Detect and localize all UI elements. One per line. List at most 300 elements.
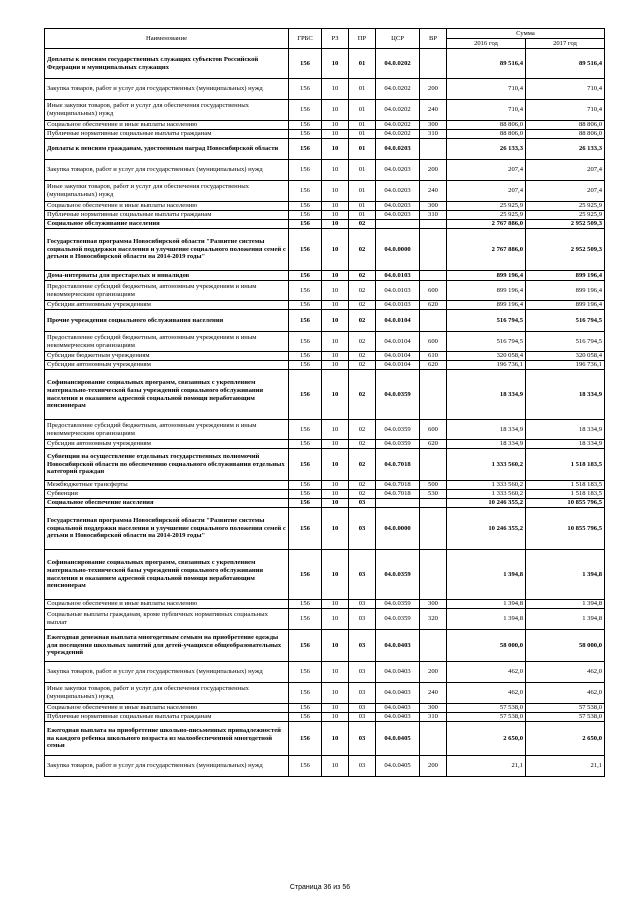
cell-rz: 10 xyxy=(322,202,349,211)
cell-grbs: 156 xyxy=(289,332,322,352)
cell-s2016: 196 736,1 xyxy=(447,361,526,370)
cell-s2017: 462,0 xyxy=(526,683,605,704)
cell-s2017: 10 855 796,5 xyxy=(526,499,605,508)
cell-pr: 02 xyxy=(349,281,376,301)
cell-name: Социальное обеспечение и иные выплаты населению xyxy=(45,600,289,609)
cell-grbs: 156 xyxy=(289,550,322,600)
cell-name: Софинансирование социальных программ, связанных с укреплением материально-технической базы учреждений социального обслуживания населения и оказанием адресной социальной помощи неработающим пенсионерам xyxy=(45,550,289,600)
cell-rz: 10 xyxy=(322,301,349,310)
table-row xyxy=(45,100,605,121)
cell-vr: 200 xyxy=(420,79,447,100)
cell-csr: 04.0.0202 xyxy=(376,49,420,79)
cell-vr xyxy=(420,370,447,420)
cell-s2016: 516 794,5 xyxy=(447,310,526,332)
cell-name: Закупка товаров, работ и услуг для государственных (муниципальных) нужд xyxy=(45,160,289,181)
cell-vr xyxy=(420,271,447,281)
cell-csr: 04.0.0104 xyxy=(376,361,420,370)
cell-name: Социальное обеспечение и иные выплаты населению xyxy=(45,202,289,211)
table-row xyxy=(45,420,605,440)
cell-rz: 10 xyxy=(322,490,349,499)
cell-s2017: 2 952 509,3 xyxy=(526,220,605,229)
cell-rz: 10 xyxy=(322,79,349,100)
cell-name: Закупка товаров, работ и услуг для государственных (муниципальных) нужд xyxy=(45,662,289,683)
budget-table xyxy=(44,28,605,777)
cell-s2017: 1 394,8 xyxy=(526,609,605,630)
cell-grbs: 156 xyxy=(289,181,322,202)
cell-s2016: 18 334,9 xyxy=(447,420,526,440)
cell-grbs: 156 xyxy=(289,630,322,662)
header-rz: РЗ xyxy=(322,29,349,49)
table-row xyxy=(45,683,605,704)
cell-pr: 02 xyxy=(349,370,376,420)
cell-vr xyxy=(420,310,447,332)
table-row xyxy=(45,202,605,211)
cell-vr xyxy=(420,229,447,271)
cell-s2016: 462,0 xyxy=(447,683,526,704)
cell-pr: 01 xyxy=(349,121,376,130)
cell-name: Субвенции на осуществление отдельных государственных полномочий Новосибирской области по обеспечению социального обслуживания отдельных категорий граждан xyxy=(45,449,289,481)
cell-rz: 10 xyxy=(322,704,349,713)
cell-pr: 02 xyxy=(349,271,376,281)
cell-s2017: 2 650,0 xyxy=(526,722,605,756)
cell-grbs: 156 xyxy=(289,229,322,271)
cell-name: Социальное обслуживание населения xyxy=(45,220,289,229)
cell-s2017: 57 538,0 xyxy=(526,713,605,722)
cell-name: Иные закупки товаров, работ и услуг для обеспечения государственных (муниципальных) нужд xyxy=(45,683,289,704)
cell-s2017: 1 394,8 xyxy=(526,600,605,609)
table-row xyxy=(45,220,605,229)
cell-name: Закупка товаров, работ и услуг для государственных (муниципальных) нужд xyxy=(45,756,289,777)
cell-grbs: 156 xyxy=(289,499,322,508)
cell-grbs: 156 xyxy=(289,722,322,756)
cell-pr: 03 xyxy=(349,756,376,777)
cell-s2017: 10 855 796,5 xyxy=(526,508,605,550)
cell-name: Межбюджетные трансферты xyxy=(45,481,289,490)
cell-grbs: 156 xyxy=(289,139,322,160)
cell-vr: 240 xyxy=(420,181,447,202)
cell-vr: 310 xyxy=(420,130,447,139)
cell-name: Иные закупки товаров, работ и услуг для обеспечения государственных (муниципальных) нужд xyxy=(45,100,289,121)
cell-s2016: 88 806,0 xyxy=(447,121,526,130)
cell-s2017: 462,0 xyxy=(526,662,605,683)
cell-grbs: 156 xyxy=(289,202,322,211)
cell-rz: 10 xyxy=(322,100,349,121)
cell-csr: 04.0.0203 xyxy=(376,202,420,211)
cell-pr: 02 xyxy=(349,420,376,440)
cell-rz: 10 xyxy=(322,499,349,508)
cell-csr: 04.0.0203 xyxy=(376,181,420,202)
cell-s2016: 1 394,8 xyxy=(447,609,526,630)
cell-name: Доплаты к пенсиям государственных служащих субъектов Российской Федерации и муниципальных служащих xyxy=(45,49,289,79)
cell-csr: 04.0.0403 xyxy=(376,683,420,704)
cell-vr: 310 xyxy=(420,713,447,722)
cell-grbs: 156 xyxy=(289,440,322,449)
cell-s2017: 88 806,0 xyxy=(526,130,605,139)
cell-s2016: 1 394,8 xyxy=(447,550,526,600)
cell-vr xyxy=(420,722,447,756)
cell-s2017: 207,4 xyxy=(526,181,605,202)
cell-grbs: 156 xyxy=(289,370,322,420)
cell-rz: 10 xyxy=(322,271,349,281)
cell-grbs: 156 xyxy=(289,220,322,229)
cell-s2016: 18 334,9 xyxy=(447,440,526,449)
cell-rz: 10 xyxy=(322,440,349,449)
cell-name: Предоставление субсидий бюджетным, автономным учреждениям и иным некоммерческим организациям xyxy=(45,281,289,301)
cell-s2017: 18 334,9 xyxy=(526,370,605,420)
cell-rz: 10 xyxy=(322,756,349,777)
table-row xyxy=(45,722,605,756)
cell-rz: 10 xyxy=(322,310,349,332)
cell-name: Государственная программа Новосибирской области "Развитие системы социальной поддержки населения и улучшение социального положения семей с детьми в Новосибирской области на 2014-2019 годы" xyxy=(45,508,289,550)
cell-rz: 10 xyxy=(322,449,349,481)
cell-grbs: 156 xyxy=(289,713,322,722)
cell-pr: 01 xyxy=(349,181,376,202)
cell-name: Прочие учреждения социального обслуживания населения xyxy=(45,310,289,332)
cell-s2016: 57 538,0 xyxy=(447,704,526,713)
cell-name: Иные закупки товаров, работ и услуг для обеспечения государственных (муниципальных) нужд xyxy=(45,181,289,202)
cell-pr: 01 xyxy=(349,49,376,79)
cell-pr: 02 xyxy=(349,361,376,370)
page-number: Страница 36 из 56 xyxy=(289,884,351,891)
cell-rz: 10 xyxy=(322,139,349,160)
cell-vr xyxy=(420,630,447,662)
cell-name: Субсидии автономным учреждениям xyxy=(45,361,289,370)
cell-grbs: 156 xyxy=(289,704,322,713)
cell-csr: 04.0.0104 xyxy=(376,352,420,361)
header-csr: ЦСР xyxy=(376,29,420,49)
cell-s2016: 57 538,0 xyxy=(447,713,526,722)
table-row xyxy=(45,499,605,508)
cell-csr: 04.0.0405 xyxy=(376,722,420,756)
table-row xyxy=(45,361,605,370)
cell-rz: 10 xyxy=(322,361,349,370)
cell-s2017: 516 794,5 xyxy=(526,332,605,352)
header-vr: ВР xyxy=(420,29,447,49)
cell-vr: 610 xyxy=(420,352,447,361)
table-row xyxy=(45,756,605,777)
cell-pr: 02 xyxy=(349,310,376,332)
table-row xyxy=(45,713,605,722)
cell-s2017: 89 516,4 xyxy=(526,49,605,79)
cell-s2017: 899 196,4 xyxy=(526,301,605,310)
cell-rz: 10 xyxy=(322,713,349,722)
table-row xyxy=(45,281,605,301)
cell-grbs: 156 xyxy=(289,271,322,281)
cell-s2016: 710,4 xyxy=(447,100,526,121)
cell-pr: 01 xyxy=(349,202,376,211)
cell-s2016: 899 196,4 xyxy=(447,271,526,281)
cell-s2016: 899 196,4 xyxy=(447,281,526,301)
cell-s2016: 89 516,4 xyxy=(447,49,526,79)
cell-vr xyxy=(420,499,447,508)
cell-csr: 04.0.0104 xyxy=(376,332,420,352)
cell-name: Ежегодная выплата на приобретение школьно-письменных принадлежностей на каждого ребенка школьного возраста из малообеспеченной многодетной семьи xyxy=(45,722,289,756)
cell-name: Социальное обеспечение населения xyxy=(45,499,289,508)
cell-grbs: 156 xyxy=(289,79,322,100)
cell-rz: 10 xyxy=(322,130,349,139)
cell-csr: 04.0.0103 xyxy=(376,271,420,281)
cell-name: Предоставление субсидий бюджетным, автономным учреждениям и иным некоммерческим организациям xyxy=(45,332,289,352)
cell-s2016: 2 767 886,0 xyxy=(447,229,526,271)
cell-s2017: 57 538,0 xyxy=(526,704,605,713)
cell-grbs: 156 xyxy=(289,756,322,777)
cell-s2017: 58 000,0 xyxy=(526,630,605,662)
cell-csr: 04.0.0103 xyxy=(376,301,420,310)
cell-vr: 320 xyxy=(420,609,447,630)
cell-s2016: 1 333 560,2 xyxy=(447,449,526,481)
cell-rz: 10 xyxy=(322,229,349,271)
cell-pr: 03 xyxy=(349,704,376,713)
cell-s2017: 1 518 183,5 xyxy=(526,490,605,499)
cell-pr: 01 xyxy=(349,160,376,181)
cell-s2016: 25 925,9 xyxy=(447,211,526,220)
cell-s2017: 25 925,9 xyxy=(526,202,605,211)
cell-csr: 04.0.0203 xyxy=(376,139,420,160)
cell-csr: 04.0.0403 xyxy=(376,630,420,662)
cell-csr: 04.0.0202 xyxy=(376,130,420,139)
cell-grbs: 156 xyxy=(289,301,322,310)
cell-pr: 03 xyxy=(349,499,376,508)
cell-name: Социальные выплаты гражданам, кроме публичных нормативных социальных выплат xyxy=(45,609,289,630)
cell-vr: 240 xyxy=(420,683,447,704)
cell-rz: 10 xyxy=(322,181,349,202)
cell-csr: 04.0.0359 xyxy=(376,440,420,449)
cell-pr: 02 xyxy=(349,481,376,490)
cell-pr: 02 xyxy=(349,301,376,310)
cell-pr: 03 xyxy=(349,550,376,600)
cell-name: Субвенции xyxy=(45,490,289,499)
cell-pr: 02 xyxy=(349,332,376,352)
table-row xyxy=(45,449,605,481)
cell-s2016: 58 000,0 xyxy=(447,630,526,662)
cell-vr: 200 xyxy=(420,662,447,683)
table-row xyxy=(45,160,605,181)
cell-csr: 04.0.0359 xyxy=(376,600,420,609)
cell-pr: 02 xyxy=(349,440,376,449)
table-row xyxy=(45,211,605,220)
cell-rz: 10 xyxy=(322,370,349,420)
cell-grbs: 156 xyxy=(289,49,322,79)
cell-csr: 04.0.7018 xyxy=(376,481,420,490)
cell-csr xyxy=(376,220,420,229)
cell-rz: 10 xyxy=(322,550,349,600)
cell-name: Доплаты к пенсиям гражданам, удостоенным наград Новосибирской области xyxy=(45,139,289,160)
cell-grbs: 156 xyxy=(289,662,322,683)
cell-s2017: 516 794,5 xyxy=(526,310,605,332)
cell-s2016: 18 334,9 xyxy=(447,370,526,420)
cell-s2016: 710,4 xyxy=(447,79,526,100)
cell-pr: 01 xyxy=(349,79,376,100)
cell-s2016: 1 333 560,2 xyxy=(447,490,526,499)
cell-rz: 10 xyxy=(322,352,349,361)
cell-name: Субсидии бюджетным учреждениям xyxy=(45,352,289,361)
cell-pr: 02 xyxy=(349,352,376,361)
cell-s2016: 25 925,9 xyxy=(447,202,526,211)
cell-s2017: 18 334,9 xyxy=(526,420,605,440)
cell-csr: 04.0.0103 xyxy=(376,281,420,301)
cell-csr: 04.0.0359 xyxy=(376,550,420,600)
cell-s2016: 88 806,0 xyxy=(447,130,526,139)
cell-s2017: 710,4 xyxy=(526,100,605,121)
cell-vr: 620 xyxy=(420,361,447,370)
cell-csr: 04.0.0403 xyxy=(376,704,420,713)
cell-s2017: 2 952 509,3 xyxy=(526,229,605,271)
table-row xyxy=(45,609,605,630)
cell-s2016: 21,1 xyxy=(447,756,526,777)
header-2017: 2017 год xyxy=(526,39,605,49)
cell-vr: 600 xyxy=(420,420,447,440)
cell-grbs: 156 xyxy=(289,211,322,220)
cell-vr xyxy=(420,139,447,160)
cell-s2017: 320 058,4 xyxy=(526,352,605,361)
cell-grbs: 156 xyxy=(289,508,322,550)
cell-csr: 04.0.0403 xyxy=(376,662,420,683)
cell-name: Субсидии автономным учреждениям xyxy=(45,301,289,310)
cell-rz: 10 xyxy=(322,481,349,490)
cell-grbs: 156 xyxy=(289,449,322,481)
cell-grbs: 156 xyxy=(289,490,322,499)
cell-csr: 04.0.0202 xyxy=(376,100,420,121)
cell-s2017: 710,4 xyxy=(526,79,605,100)
cell-vr: 200 xyxy=(420,160,447,181)
table-row xyxy=(45,79,605,100)
table-row xyxy=(45,121,605,130)
cell-name: Публичные нормативные социальные выплаты гражданам xyxy=(45,130,289,139)
cell-grbs: 156 xyxy=(289,420,322,440)
table-row xyxy=(45,130,605,139)
header-sum: Сумма xyxy=(447,29,605,39)
header-grbs: ГРБС xyxy=(289,29,322,49)
table-row xyxy=(45,352,605,361)
cell-vr xyxy=(420,220,447,229)
cell-pr: 02 xyxy=(349,229,376,271)
cell-pr: 01 xyxy=(349,139,376,160)
cell-grbs: 156 xyxy=(289,281,322,301)
cell-s2016: 207,4 xyxy=(447,160,526,181)
table-row xyxy=(45,508,605,550)
cell-vr xyxy=(420,49,447,79)
cell-rz: 10 xyxy=(322,332,349,352)
cell-s2016: 516 794,5 xyxy=(447,332,526,352)
cell-vr: 620 xyxy=(420,301,447,310)
cell-rz: 10 xyxy=(322,121,349,130)
cell-pr: 03 xyxy=(349,600,376,609)
table-row xyxy=(45,271,605,281)
cell-csr: 04.0.0359 xyxy=(376,370,420,420)
table-row xyxy=(45,301,605,310)
cell-grbs: 156 xyxy=(289,100,322,121)
cell-s2017: 25 925,9 xyxy=(526,211,605,220)
cell-vr: 300 xyxy=(420,202,447,211)
table-row xyxy=(45,181,605,202)
table-row xyxy=(45,662,605,683)
cell-s2016: 207,4 xyxy=(447,181,526,202)
cell-csr: 04.0.0104 xyxy=(376,310,420,332)
cell-s2016: 320 058,4 xyxy=(447,352,526,361)
cell-vr xyxy=(420,508,447,550)
cell-vr xyxy=(420,550,447,600)
cell-name: Закупка товаров, работ и услуг для государственных (муниципальных) нужд xyxy=(45,79,289,100)
cell-csr: 04.0.0000 xyxy=(376,229,420,271)
cell-grbs: 156 xyxy=(289,600,322,609)
cell-s2017: 899 196,4 xyxy=(526,281,605,301)
cell-name: Публичные нормативные социальные выплаты гражданам xyxy=(45,211,289,220)
cell-s2016: 26 133,3 xyxy=(447,139,526,160)
cell-vr: 300 xyxy=(420,121,447,130)
cell-rz: 10 xyxy=(322,508,349,550)
cell-pr: 03 xyxy=(349,662,376,683)
cell-rz: 10 xyxy=(322,281,349,301)
cell-s2016: 2 650,0 xyxy=(447,722,526,756)
cell-pr: 02 xyxy=(349,449,376,481)
cell-csr: 04.0.0203 xyxy=(376,211,420,220)
cell-name: Дома-интернаты для престарелых и инвалидов xyxy=(45,271,289,281)
cell-csr: 04.0.0403 xyxy=(376,713,420,722)
cell-grbs: 156 xyxy=(289,121,322,130)
cell-rz: 10 xyxy=(322,722,349,756)
table-row xyxy=(45,550,605,600)
cell-name: Государственная программа Новосибирской области "Развитие системы социальной поддержки населения и улучшение социального положения семей с детьми в Новосибирской области на 2014-2019 годы" xyxy=(45,229,289,271)
cell-name: Социальное обеспечение и иные выплаты населению xyxy=(45,121,289,130)
table-row xyxy=(45,370,605,420)
table-row xyxy=(45,490,605,499)
cell-vr xyxy=(420,449,447,481)
cell-name: Субсидии автономным учреждениям xyxy=(45,440,289,449)
table-row xyxy=(45,49,605,79)
cell-csr: 04.0.0203 xyxy=(376,160,420,181)
cell-pr: 03 xyxy=(349,630,376,662)
cell-vr: 240 xyxy=(420,100,447,121)
cell-pr: 03 xyxy=(349,722,376,756)
cell-rz: 10 xyxy=(322,609,349,630)
table-row xyxy=(45,332,605,352)
cell-s2017: 196 736,1 xyxy=(526,361,605,370)
cell-name: Публичные нормативные социальные выплаты гражданам xyxy=(45,713,289,722)
cell-grbs: 156 xyxy=(289,160,322,181)
cell-grbs: 156 xyxy=(289,683,322,704)
cell-csr: 04.0.0202 xyxy=(376,121,420,130)
cell-vr: 310 xyxy=(420,211,447,220)
table-row xyxy=(45,229,605,271)
cell-rz: 10 xyxy=(322,662,349,683)
cell-pr: 02 xyxy=(349,490,376,499)
cell-s2016: 10 246 355,2 xyxy=(447,508,526,550)
cell-rz: 10 xyxy=(322,630,349,662)
cell-csr: 04.0.0359 xyxy=(376,609,420,630)
cell-s2017: 1 518 183,5 xyxy=(526,449,605,481)
cell-rz: 10 xyxy=(322,49,349,79)
cell-vr: 600 xyxy=(420,332,447,352)
header-name: Наименование xyxy=(45,29,289,49)
cell-s2016: 899 196,4 xyxy=(447,301,526,310)
cell-grbs: 156 xyxy=(289,310,322,332)
cell-s2017: 18 334,9 xyxy=(526,440,605,449)
cell-vr: 530 xyxy=(420,490,447,499)
cell-csr: 04.0.7018 xyxy=(376,490,420,499)
cell-grbs: 156 xyxy=(289,481,322,490)
cell-vr: 200 xyxy=(420,756,447,777)
cell-s2017: 1 518 183,5 xyxy=(526,481,605,490)
table-row xyxy=(45,704,605,713)
cell-pr: 01 xyxy=(349,130,376,139)
table-row xyxy=(45,139,605,160)
cell-csr: 04.0.0405 xyxy=(376,756,420,777)
cell-rz: 10 xyxy=(322,420,349,440)
table-row xyxy=(45,481,605,490)
cell-s2017: 21,1 xyxy=(526,756,605,777)
cell-rz: 10 xyxy=(322,211,349,220)
cell-s2017: 1 394,8 xyxy=(526,550,605,600)
